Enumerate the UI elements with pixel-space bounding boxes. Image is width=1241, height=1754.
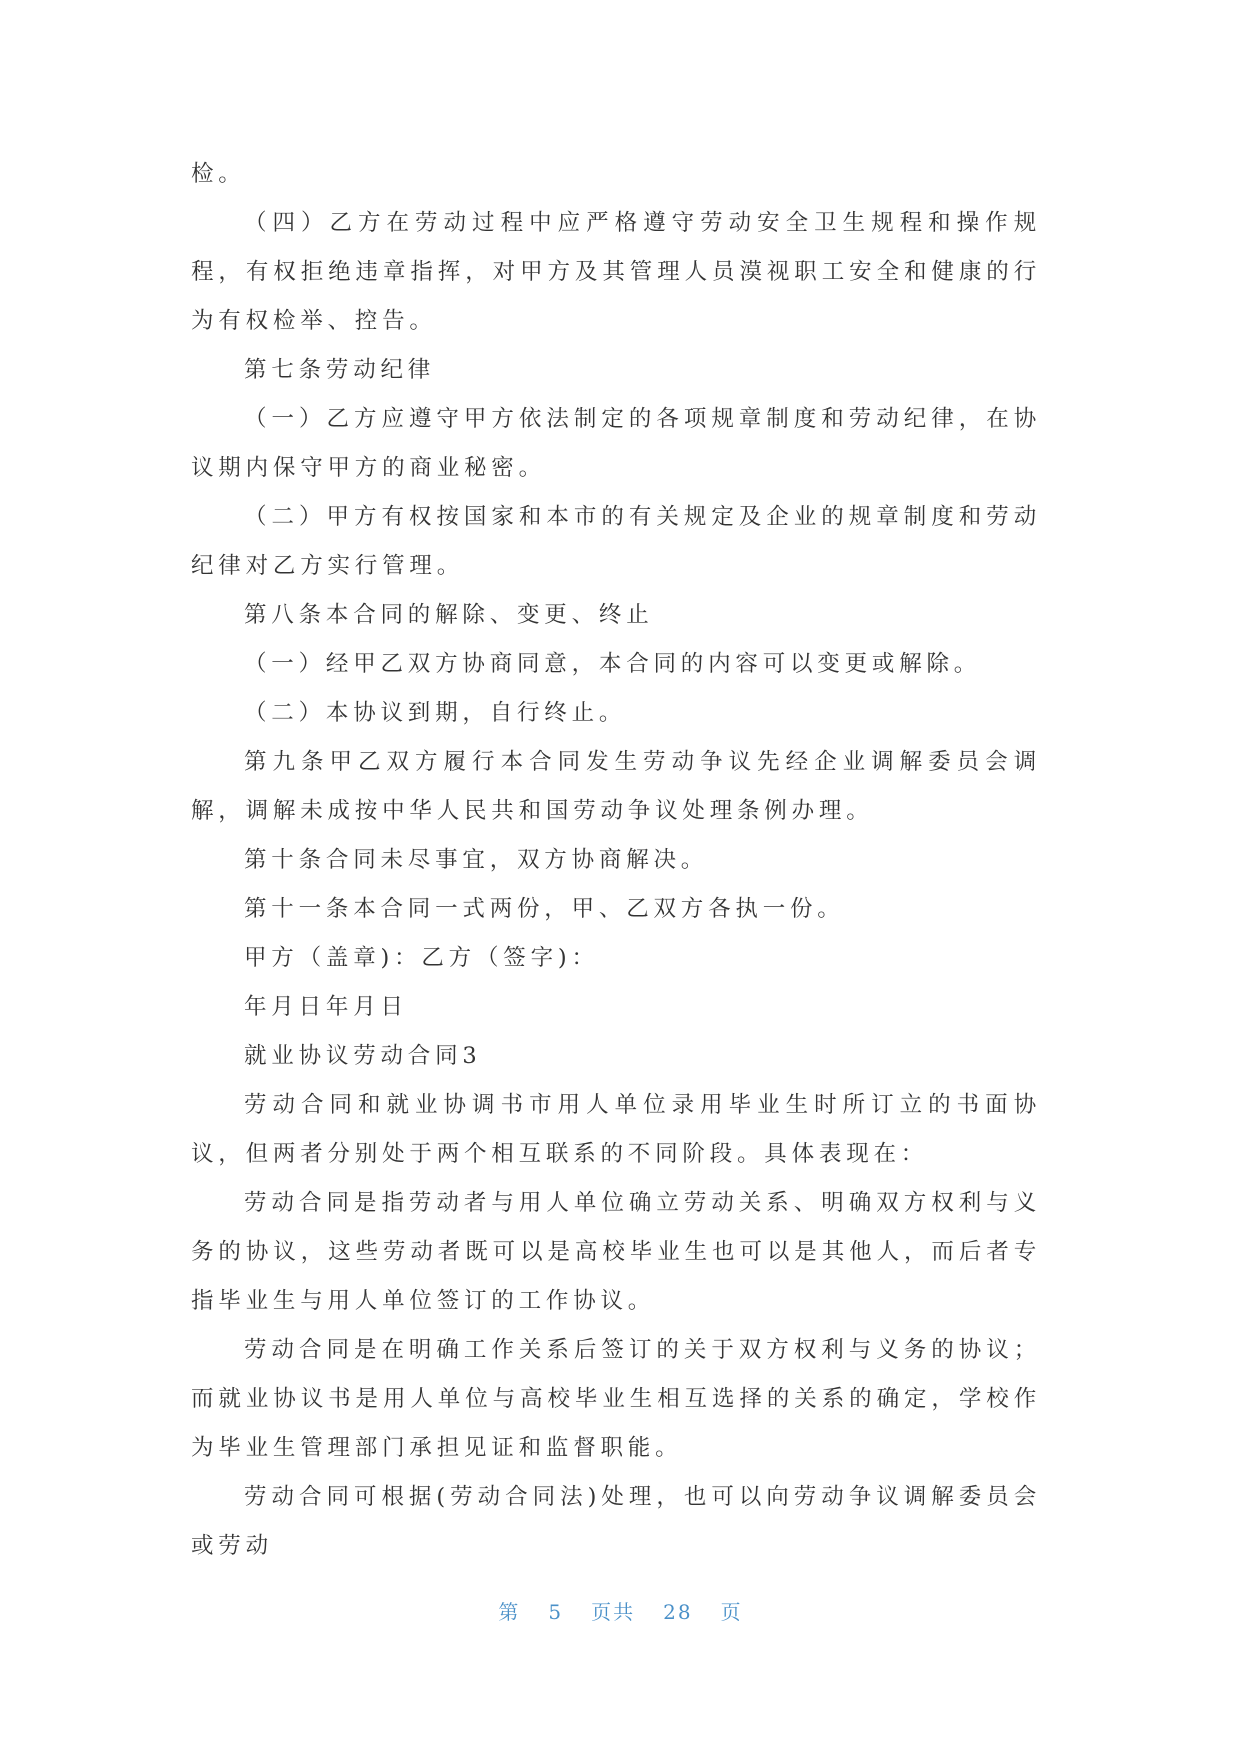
signature-line: 甲方（盖章)：乙方（签字)： bbox=[244, 945, 599, 971]
section-heading: 第八条本合同的解除、变更、终止 bbox=[244, 602, 654, 628]
paragraph: 第十一条本合同一式两份，甲、乙双方各执一份。 bbox=[244, 896, 845, 922]
paragraph: 劳动合同可根据(劳动合同法)处理，也可以向劳动争议调解委员会或劳动 bbox=[191, 1484, 1041, 1559]
paragraph: 第九条甲乙双方履行本合同发生劳动争议先经企业调解委员会调解，调解未成按中华人民共和国劳动争议处理条例办理。 bbox=[191, 749, 1041, 824]
section-heading: 就业协议劳动合同3 bbox=[244, 1043, 482, 1069]
paragraph: 劳动合同是指劳动者与用人单位确立劳动关系、明确双方权利与义务的协议，这些劳动者既可以是高校毕业生也可以是其他人，而后者专指毕业生与用人单位签订的工作协议。 bbox=[191, 1190, 1041, 1314]
current-page-number: 5 bbox=[548, 1600, 564, 1624]
paragraph: （一）乙方应遵守甲方依法制定的各项规章制度和劳动纪律，在协议期内保守甲方的商业秘密。 bbox=[191, 406, 1041, 481]
section-heading: 第七条劳动纪律 bbox=[244, 357, 436, 383]
footer-middle: 页共 bbox=[591, 1600, 636, 1624]
paragraph: 劳动合同和就业协调书市用人单位录用毕业生时所订立的书面协议，但两者分别处于两个相互联系的不同阶段。具体表现在： bbox=[191, 1092, 1041, 1167]
paragraph: （四）乙方在劳动过程中应严格遵守劳动安全卫生规程和操作规程，有权拒绝违章指挥，对甲方及其管理人员漠视职工安全和健康的行为有权检举、控告。 bbox=[191, 210, 1041, 334]
paragraph: 劳动合同是在明确工作关系后签订的关于双方权利与义务的协议；而就业协议书是用人单位与高校毕业生相互选择的关系的确定，学校作为毕业生管理部门承担见证和监督职能。 bbox=[191, 1337, 1041, 1461]
paragraph: （一）经甲乙双方协商同意，本合同的内容可以变更或解除。 bbox=[244, 651, 982, 677]
paragraph: （二）本协议到期，自行终止。 bbox=[244, 700, 627, 726]
paragraph: 检。 bbox=[191, 161, 246, 187]
footer-suffix: 页 bbox=[720, 1600, 743, 1624]
document-body bbox=[191, 150, 1041, 1571]
total-pages-number: 28 bbox=[663, 1600, 693, 1624]
page-footer bbox=[0, 1596, 1241, 1625]
footer-prefix: 第 bbox=[498, 1600, 521, 1624]
paragraph: （二）甲方有权按国家和本市的有关规定及企业的规章制度和劳动纪律对乙方实行管理。 bbox=[191, 504, 1041, 579]
paragraph: 第十条合同未尽事宜，双方协商解决。 bbox=[244, 847, 709, 873]
date-line: 年月日年月日 bbox=[244, 994, 408, 1020]
